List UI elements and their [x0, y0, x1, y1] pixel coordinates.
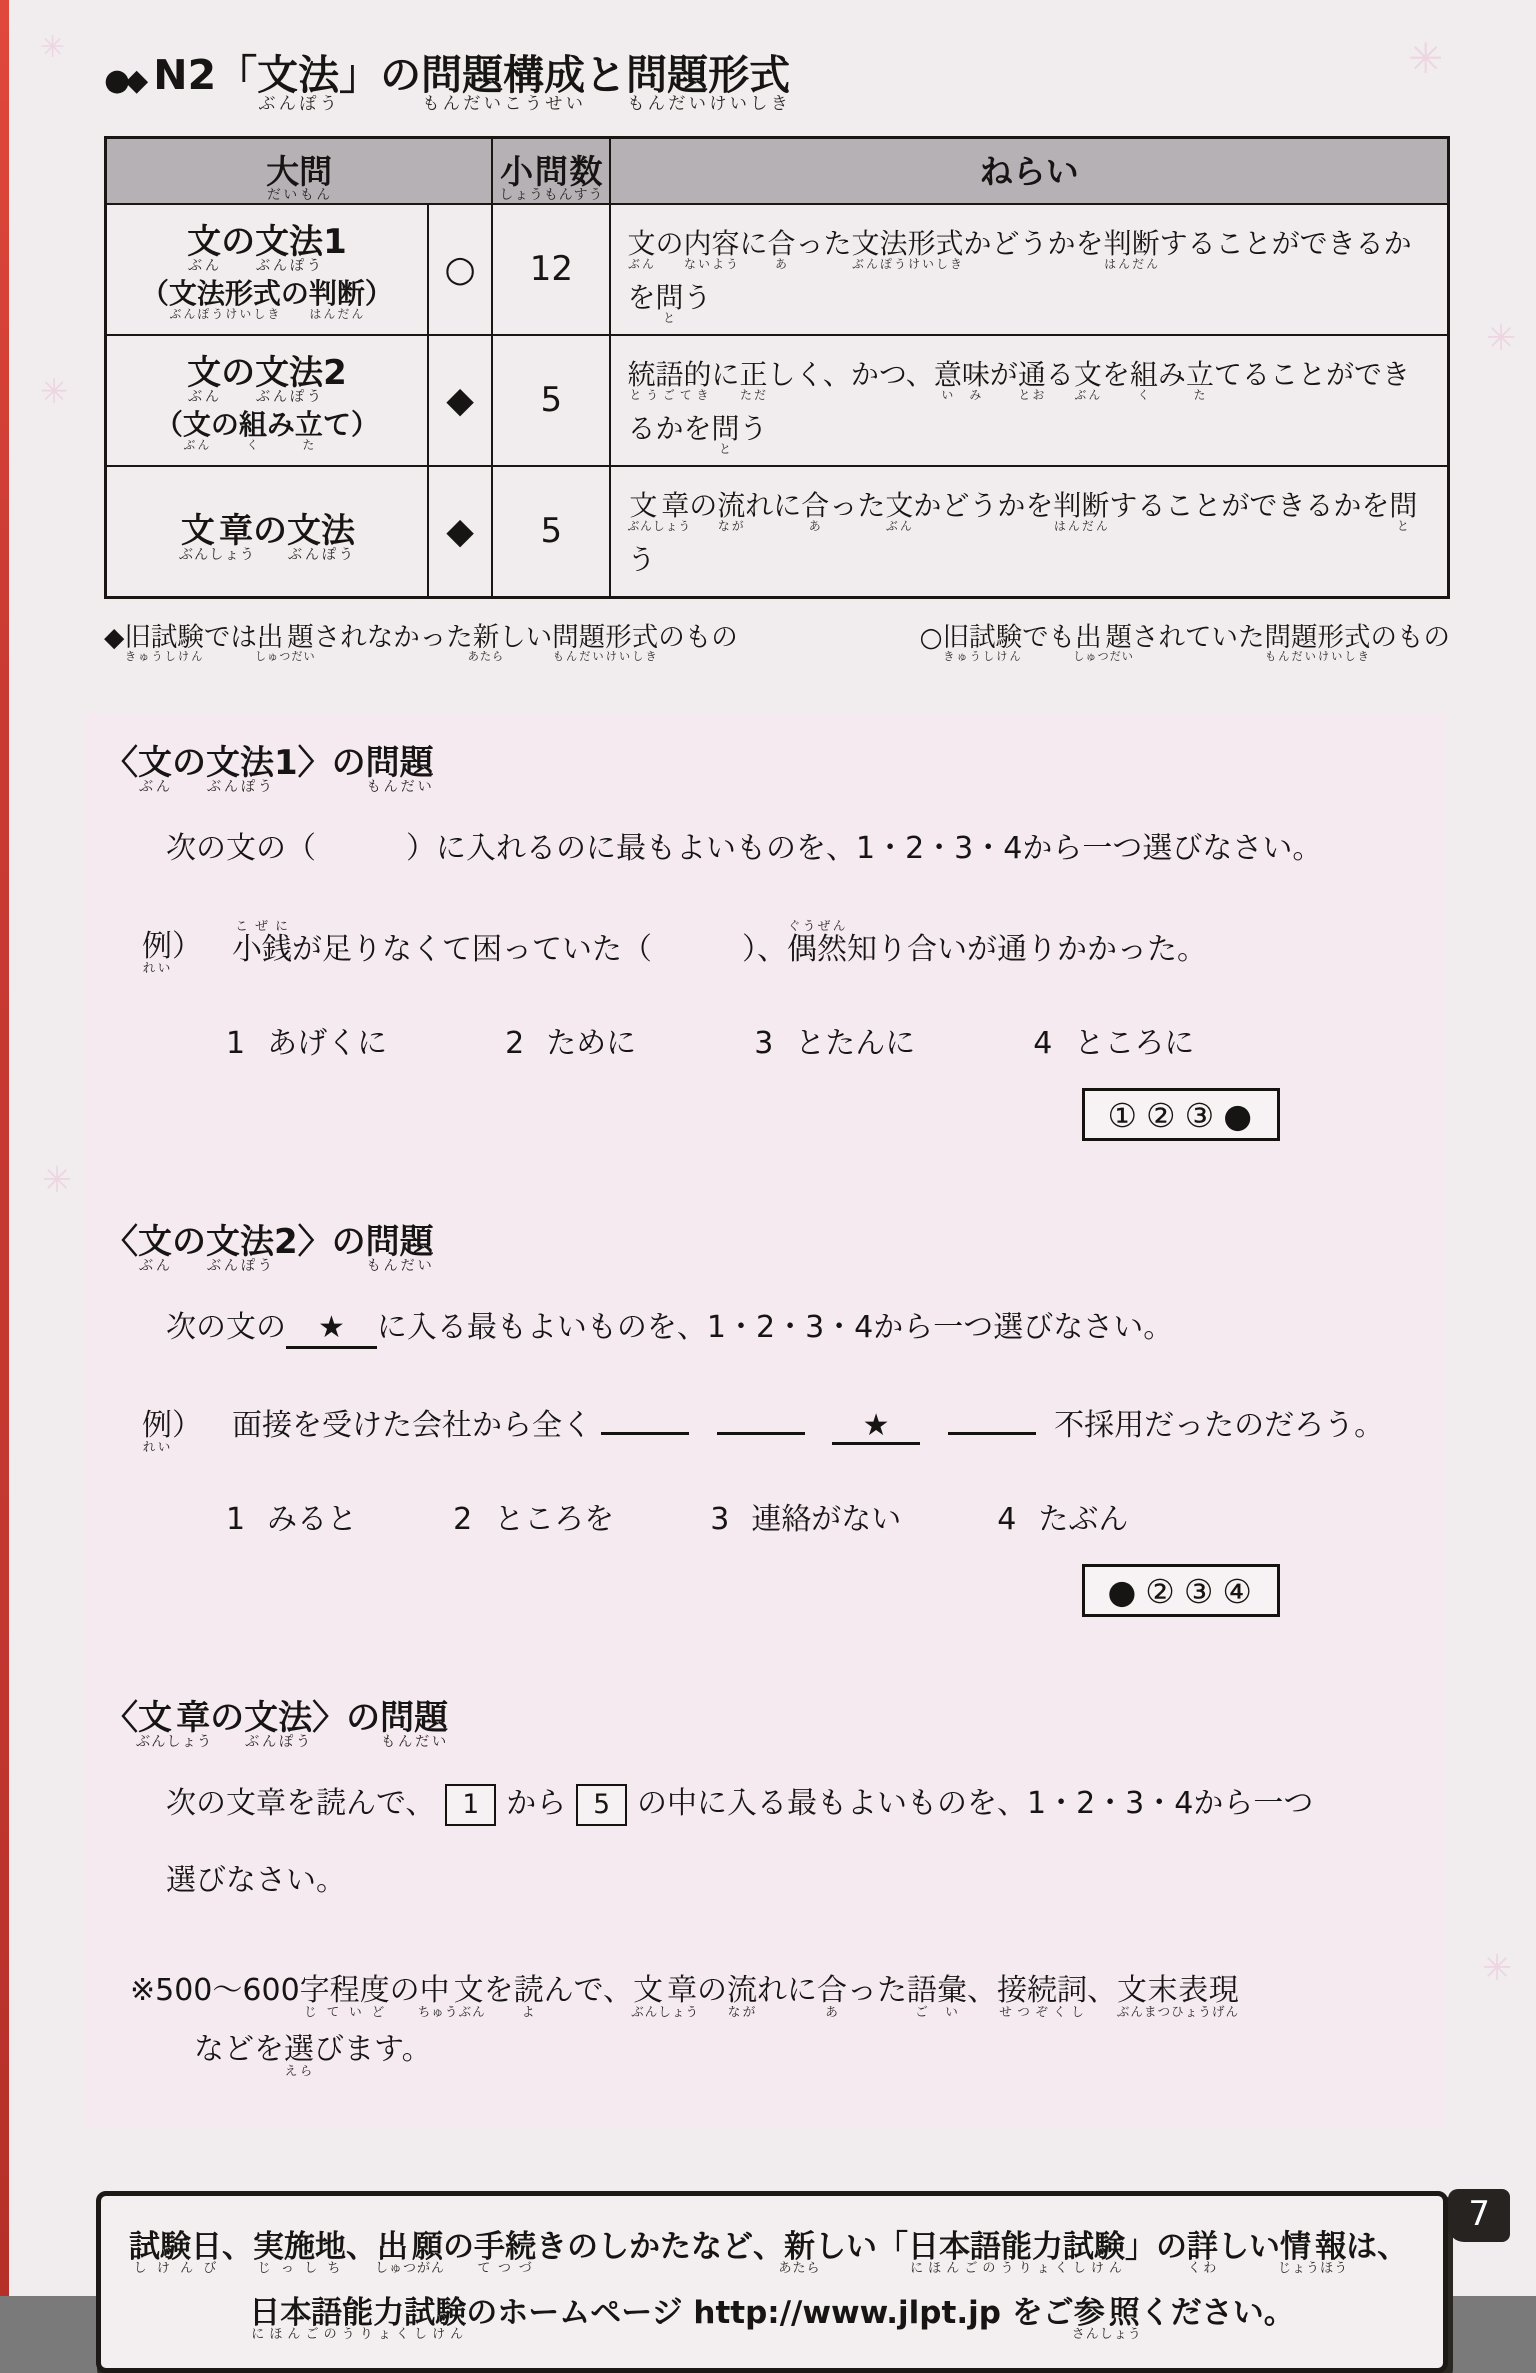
option-number: 1 — [226, 1026, 246, 1062]
decoration-asterisk: ✳ — [1486, 318, 1517, 359]
section-instruction: 次の文の（ ）に入れるのに最もよいものを、1・2・3・4から一つ選びなさい。 — [166, 831, 1323, 867]
row-name — [106, 204, 428, 335]
row-name-main: 文ぶんの文法ぶんぽう2 — [187, 353, 347, 406]
option-1 — [226, 1018, 387, 1062]
section-note — [130, 1962, 1422, 2079]
section-bunshou-no-bunpou — [104, 1695, 1422, 2079]
row-symbol: ○ — [428, 204, 492, 335]
row-name-main: 文章ぶんしょうの文法ぶんぽう — [178, 510, 356, 563]
table-row — [106, 335, 1449, 466]
section-bun-no-bunpou-1 — [104, 740, 1422, 1141]
example-label: 例れい） — [142, 929, 202, 976]
note-line: ※500～600字程度じていどの中文ちゅうぶんを読よんで、文章ぶんしょうの流ながれに合あった語彙ごい、接続詞せつぞくし、文末表現ぶんまつひょうげん — [130, 1973, 1240, 2020]
decoration-asterisk: ✳ — [1408, 34, 1444, 83]
decoration-asterisk: ✳ — [40, 372, 69, 412]
option-label: 連絡がない — [751, 1502, 902, 1538]
title-bullet-icon: ●◆ — [104, 63, 144, 98]
row-name-main: 文ぶんの文法ぶんぽう1 — [187, 222, 347, 275]
note-line: などを選えらびます。 — [194, 2031, 432, 2078]
option-number: 3 — [754, 1026, 774, 1062]
header-nerai: ねらい — [610, 138, 1448, 204]
row-name — [106, 466, 428, 598]
section-instruction — [166, 1778, 1422, 1906]
question-structure-table — [104, 136, 1450, 599]
answer-key-badge: ●②③④ — [1082, 1564, 1280, 1617]
answer-options-row — [226, 1494, 1422, 1538]
decoration-asterisk: ✳ — [1482, 1948, 1513, 1989]
header-daimon: 大問だいもん — [106, 138, 493, 204]
answer-key-badge: ①②③● — [1082, 1088, 1280, 1141]
example-sentence: 小銭こぜにが足りなくて困っていた（ ）、偶然ぐうぜん知り合いが通りかかった。 — [232, 918, 1207, 968]
row-nerai: 文章ぶんしょうの流ながれに合あった文ぶんかどうかを判断はんだんすることができるかを問とう — [610, 466, 1448, 598]
option-label: とたんに — [795, 1026, 916, 1062]
option-label: みると — [267, 1502, 358, 1538]
row-count: 5 — [492, 335, 610, 466]
section-heading: 〈文ぶんの文法ぶんぽう2〉の問題もんだい — [104, 1222, 434, 1275]
option-number: 3 — [710, 1502, 730, 1538]
page-title: N2「文法ぶんぽう」の問題構成もんだいこうせいと問題形式もんだいけいしき — [153, 51, 791, 114]
section-instruction: 次の文の ★ に入る最もよいものを、1・2・3・4から一つ選びなさい。 — [166, 1302, 1422, 1353]
example-label: 例れい） — [142, 1408, 202, 1455]
decoration-asterisk: ✳ — [40, 30, 66, 65]
option-label: あげくに — [267, 1026, 388, 1062]
option-number: 2 — [505, 1026, 525, 1062]
option-number: 2 — [453, 1502, 473, 1538]
page-number: 7 — [1448, 2189, 1510, 2242]
option-4 — [997, 1494, 1128, 1538]
section-bun-no-bunpou-2 — [104, 1219, 1422, 1617]
option-number: 4 — [997, 1502, 1017, 1538]
option-2 — [453, 1494, 614, 1538]
instruction-line: 選びなさい。 — [166, 1863, 346, 1899]
row-symbol: ◆ — [428, 335, 492, 466]
decoration-asterisk: ✳ — [42, 1160, 73, 1201]
symbol-legend — [104, 617, 1450, 662]
info-line: 試験日しけんび、実施地じっしち、出願しゅつがんの手続てつづきのしかたなど、新あたらしい「日本語能力試験にほんごのうりょくしけん」の詳くわしい情報じょうほうは、 — [129, 2229, 1409, 2277]
option-2 — [505, 1018, 636, 1062]
example-sentence-row — [142, 918, 1422, 978]
instruction-line: 次の文章を読んで、 1 から 5 の中に入る最もよいものを、1・2・3・4から一つ — [166, 1778, 1422, 1829]
option-label: ところに — [1074, 1026, 1195, 1062]
header-shoumonsuu: 小問数しょうもんすう — [492, 138, 610, 204]
option-label: たぶん — [1038, 1502, 1129, 1538]
row-name — [106, 335, 428, 466]
row-count: 5 — [492, 466, 610, 598]
section-heading: 〈文章ぶんしょうの文法ぶんぽう〉の問題もんだい — [104, 1698, 449, 1751]
table-row — [106, 466, 1449, 598]
option-label: ために — [546, 1026, 637, 1062]
info-line: 日本語能力試験にほんごのうりょくしけんのホームページ http://www.jlpt.jp をご参照さんしょうください。 — [249, 2294, 1295, 2342]
page-title-row — [104, 52, 1458, 112]
option-label: ところを — [494, 1502, 615, 1538]
example-sentence-row — [142, 1397, 1422, 1454]
option-number: 1 — [226, 1502, 246, 1538]
option-3 — [710, 1494, 901, 1538]
row-symbol: ◆ — [428, 466, 492, 598]
row-name-sub: （文法形式ぶんぽうけいしきの判断はんだん） — [140, 277, 393, 322]
option-number: 4 — [1033, 1026, 1053, 1062]
table-header-row — [106, 138, 1449, 204]
row-count: 12 — [492, 204, 610, 335]
section-heading: 〈文ぶんの文法ぶんぽう1〉の問題もんだい — [104, 743, 434, 796]
jlpt-info-box — [96, 2191, 1448, 2373]
legend-new-format: ◆旧試験きゅうしけんでは出題しゅつだいされなかった新あたらしい問題形式もんだいけいしきのもの — [104, 622, 738, 664]
table-row — [106, 204, 1449, 335]
option-1 — [226, 1494, 357, 1538]
row-nerai: 文ぶんの内容ないように合あった文法形式ぶんぽうけいしきかどうかを判断はんだんすることができるかを問とう — [610, 204, 1448, 335]
option-4 — [1033, 1018, 1194, 1062]
row-name-sub: （文ぶんの組くみ立たて） — [154, 408, 379, 453]
row-nerai: 統語的とうごてきに正ただしく、かつ、意味いみが通とおる文ぶんを組くみ立たてることができるかを問とう — [610, 335, 1448, 466]
option-3 — [754, 1018, 915, 1062]
answer-options-row — [226, 1018, 1422, 1062]
example-sentence: 面接を受けた会社から全く ★ 不採用だったのだろう。 — [232, 1408, 1385, 1444]
examples-panel — [84, 714, 1446, 2127]
legend-old-format: ○旧試験きゅうしけんでも出題しゅつだいされていた問題形式もんだいけいしきのもの — [919, 622, 1450, 664]
